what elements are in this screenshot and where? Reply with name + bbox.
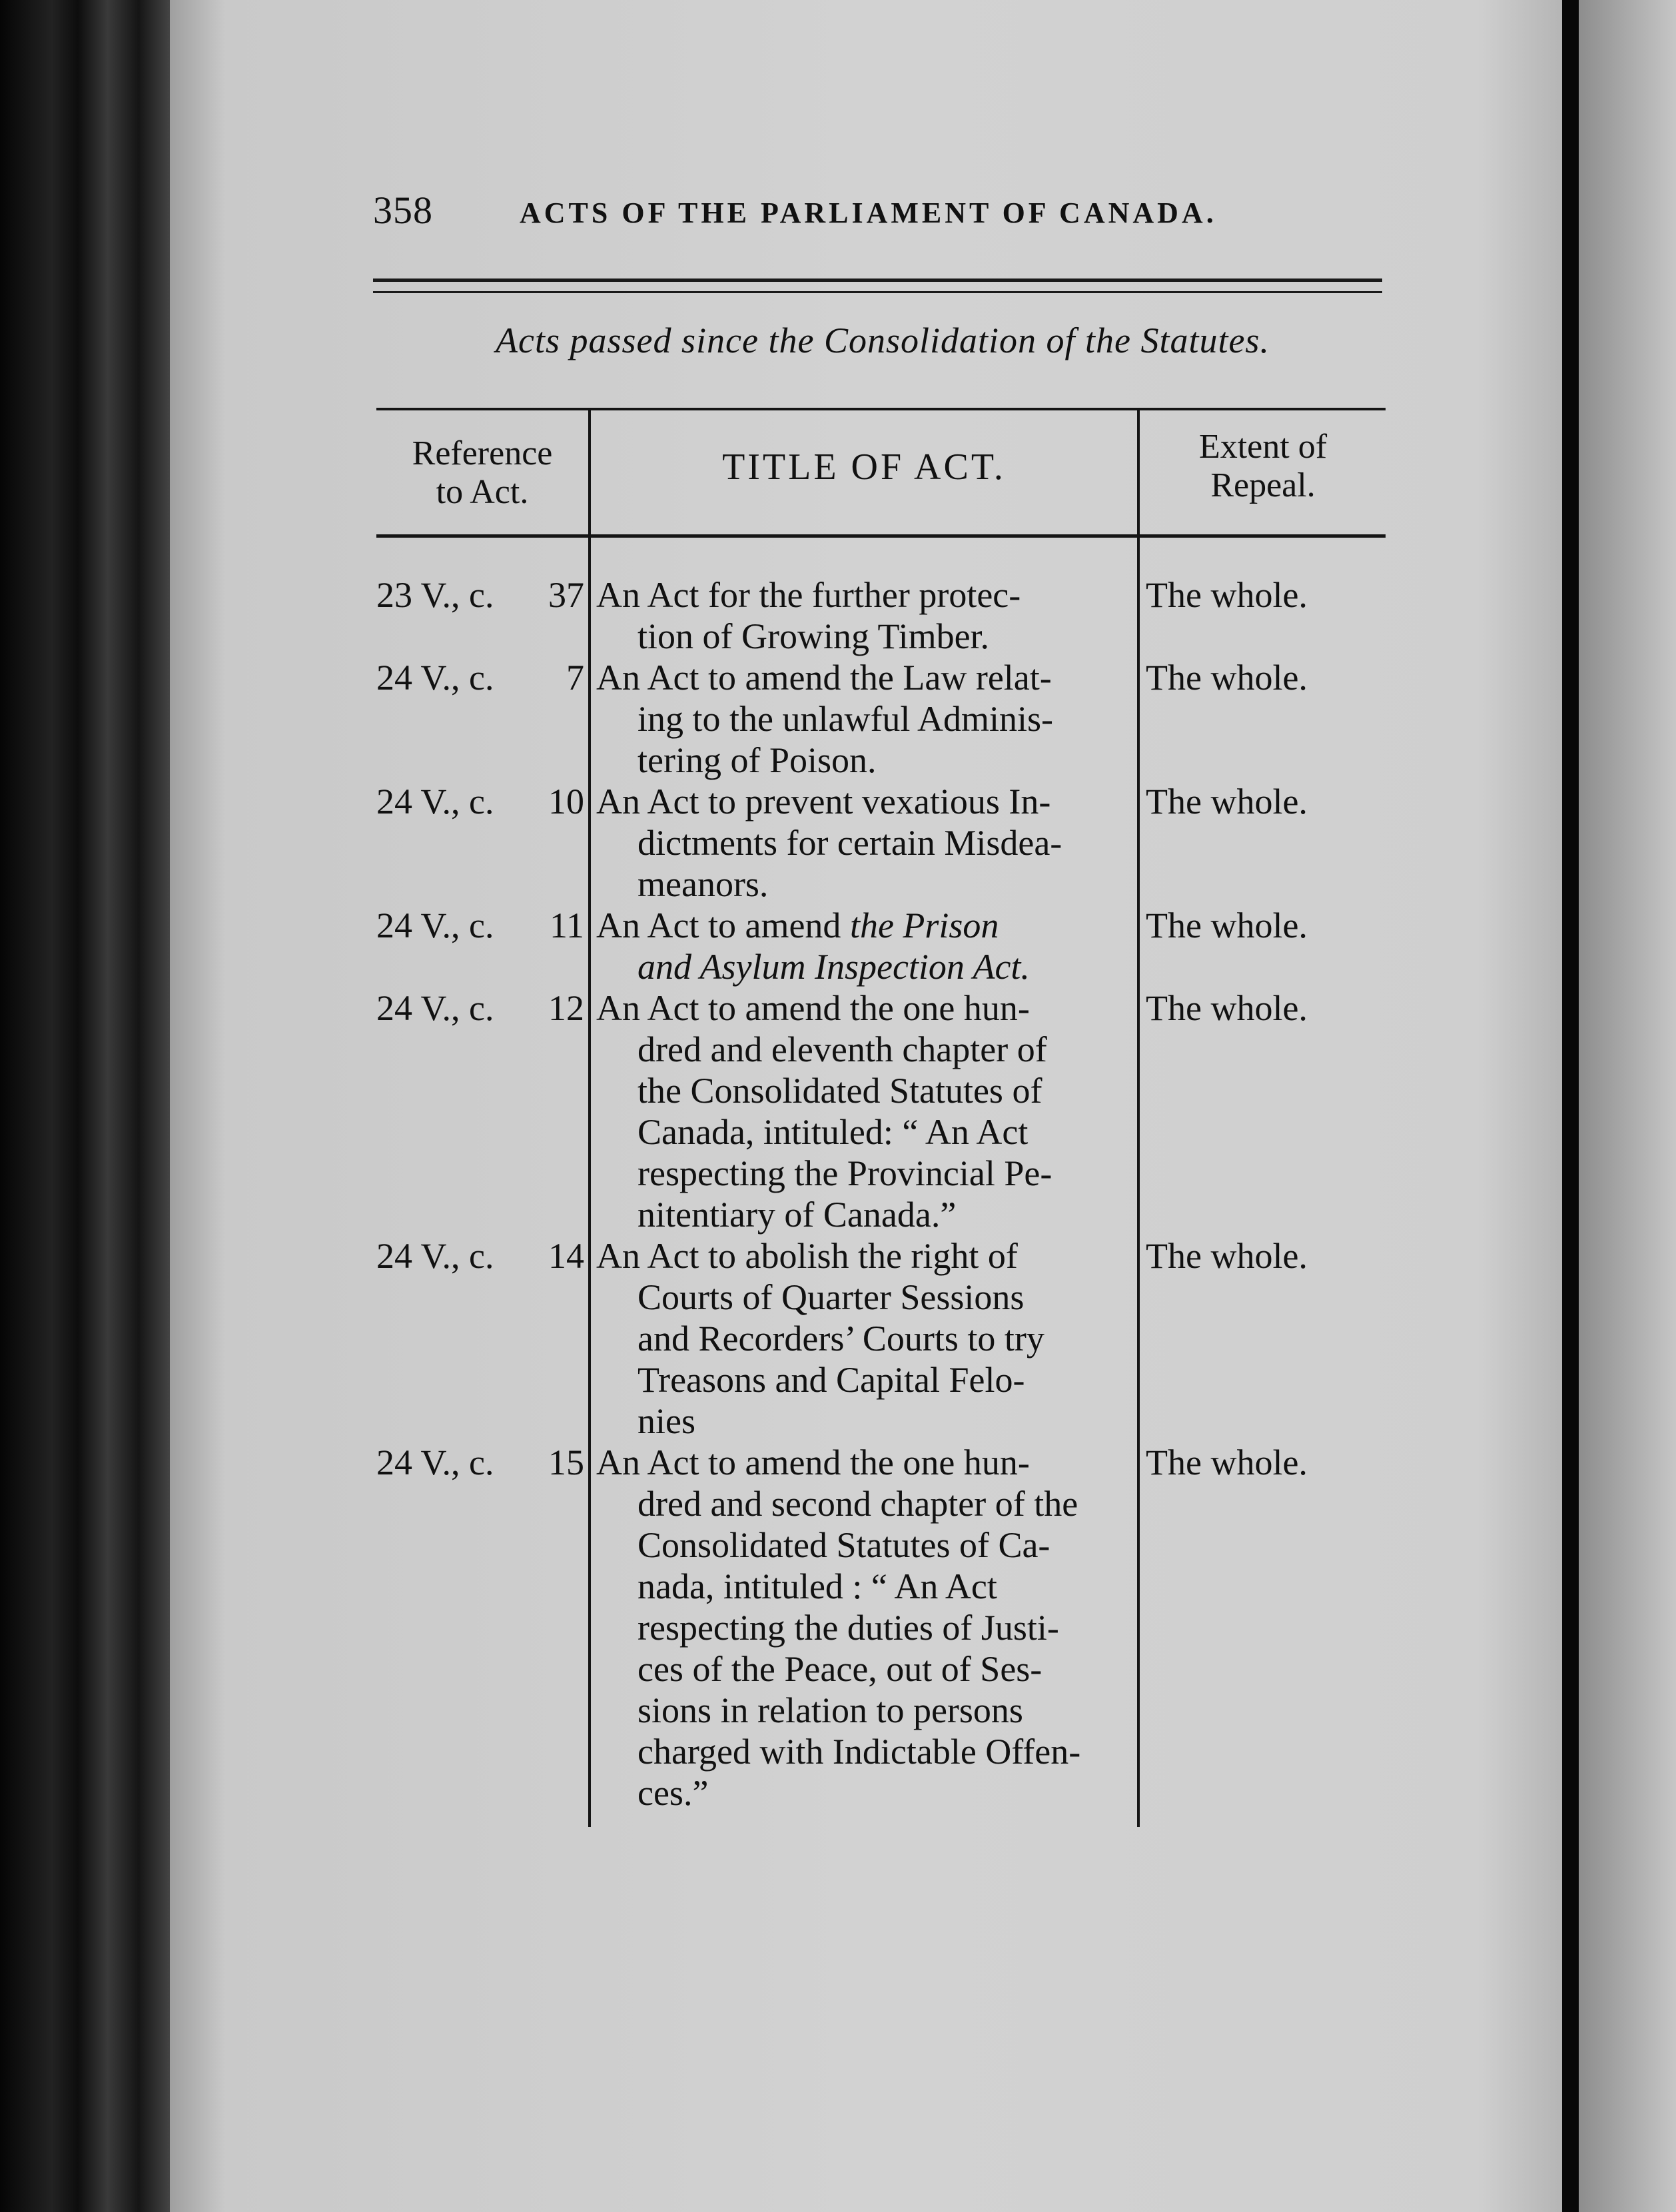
reference-cell bbox=[376, 905, 584, 946]
title-cell bbox=[596, 574, 1130, 657]
adjacent-page bbox=[1579, 0, 1676, 2212]
reference-volume: 24 V., c. bbox=[376, 905, 494, 945]
column-header-line: Repeal. bbox=[1210, 466, 1316, 504]
extent-cell: The whole. bbox=[1146, 1236, 1308, 1276]
reference-volume: 23 V., c. bbox=[376, 575, 494, 615]
extent-cell: The whole. bbox=[1146, 782, 1308, 822]
title-line: nada, intituled : “ An Act bbox=[637, 1566, 997, 1606]
reference-chapter: 12 bbox=[548, 988, 584, 1028]
column-header-line: to Act. bbox=[436, 473, 529, 511]
title-line: respecting the Provincial Pe- bbox=[637, 1153, 1052, 1193]
title-line bbox=[596, 905, 1130, 946]
reference-cell bbox=[376, 1442, 584, 1483]
title-line: sions in relation to persons bbox=[637, 1690, 1023, 1730]
running-head bbox=[373, 181, 1392, 248]
reference-cell bbox=[376, 987, 584, 1029]
title-line: tion of Growing Timber. bbox=[637, 616, 990, 656]
reference-chapter: 37 bbox=[548, 575, 584, 615]
title-line: An Act to amend the one hun- bbox=[596, 1442, 1030, 1482]
reference-cell bbox=[376, 1235, 584, 1277]
title-cell bbox=[596, 1442, 1130, 1814]
title-line: dred and eleventh chapter of bbox=[637, 1029, 1047, 1069]
column-header-title: TITLE OF ACT. bbox=[722, 446, 1006, 488]
title-line: ces of the Peace, out of Ses- bbox=[637, 1649, 1043, 1689]
column-header-line: Reference bbox=[412, 434, 553, 472]
title-line: dred and second chapter of the bbox=[637, 1484, 1078, 1524]
title-line: respecting the duties of Justi- bbox=[637, 1608, 1059, 1648]
reference-cell bbox=[376, 781, 584, 822]
title-line: An Act to prevent vexatious In- bbox=[596, 782, 1051, 822]
title-line: Canada, intituled: “ An Act bbox=[637, 1112, 1029, 1152]
title-line: nitentiary of Canada.” bbox=[637, 1195, 957, 1235]
title-line: Courts of Quarter Sessions bbox=[637, 1277, 1025, 1317]
reference-cell bbox=[376, 574, 584, 616]
page-number: 358 bbox=[373, 189, 433, 232]
reference-chapter: 11 bbox=[550, 905, 584, 945]
title-italic: the Prison bbox=[849, 905, 999, 945]
title-line: tering of Poison. bbox=[637, 740, 877, 780]
reference-chapter: 15 bbox=[548, 1442, 584, 1482]
table-header-rule bbox=[376, 534, 1386, 538]
title-line: An Act for the further protec- bbox=[596, 575, 1021, 615]
title-cell bbox=[596, 987, 1130, 1235]
reference-volume: 24 V., c. bbox=[376, 1236, 494, 1276]
title-line: An Act to amend the one hun- bbox=[596, 988, 1030, 1028]
reference-cell bbox=[376, 657, 584, 698]
title-line: Treasons and Capital Felo- bbox=[637, 1360, 1025, 1400]
header-rule bbox=[373, 278, 1382, 293]
title-line: dictments for certain Misdea- bbox=[637, 823, 1062, 863]
title-text: An Act to amend bbox=[596, 905, 850, 945]
title-cell bbox=[596, 657, 1130, 781]
running-title: ACTS OF THE PARLIAMENT OF CANADA. bbox=[520, 197, 1217, 229]
extent-cell: The whole. bbox=[1146, 1442, 1308, 1482]
extent-cell: The whole. bbox=[1146, 658, 1308, 698]
reference-chapter: 14 bbox=[548, 1236, 584, 1276]
column-divider bbox=[588, 408, 591, 1827]
title-line: and Asylum Inspection Act. bbox=[637, 947, 1030, 987]
title-cell bbox=[596, 1235, 1130, 1442]
title-line: charged with Indictable Offen- bbox=[637, 1732, 1081, 1772]
title-line: Consolidated Statutes of Ca- bbox=[637, 1525, 1050, 1565]
reference-volume: 24 V., c. bbox=[376, 988, 494, 1028]
title-line: nies bbox=[637, 1401, 695, 1441]
extent-cell: The whole. bbox=[1146, 575, 1308, 615]
extent-cell: The whole. bbox=[1146, 988, 1308, 1028]
table-top-rule bbox=[376, 408, 1386, 410]
acts-table bbox=[376, 408, 1386, 1834]
reference-chapter: 7 bbox=[566, 658, 584, 698]
title-line: ces.” bbox=[637, 1773, 709, 1813]
column-header-reference bbox=[376, 434, 588, 512]
reference-volume: 24 V., c. bbox=[376, 782, 494, 822]
column-divider bbox=[1137, 408, 1140, 1827]
title-line: ing to the unlawful Adminis- bbox=[637, 699, 1053, 739]
title-line: An Act to amend the Law relat- bbox=[596, 658, 1052, 698]
book-binding bbox=[0, 0, 173, 2212]
section-heading: Acts passed since the Consolidation of the Statutes. bbox=[496, 320, 1270, 360]
title-line: the Consolidated Statutes of bbox=[637, 1071, 1043, 1111]
reference-volume: 24 V., c. bbox=[376, 658, 494, 698]
title-line: meanors. bbox=[637, 864, 769, 904]
extent-cell: The whole. bbox=[1146, 905, 1308, 945]
title-line: An Act to abolish the right of bbox=[596, 1236, 1018, 1276]
column-header-extent bbox=[1140, 428, 1386, 505]
title-cell bbox=[596, 781, 1130, 905]
title-cell bbox=[596, 905, 1130, 987]
reference-volume: 24 V., c. bbox=[376, 1442, 494, 1482]
title-line: and Recorders’ Courts to try bbox=[637, 1319, 1045, 1359]
reference-chapter: 10 bbox=[548, 782, 584, 822]
column-header-line: Extent of bbox=[1198, 428, 1328, 466]
page-edge bbox=[1562, 0, 1579, 2212]
